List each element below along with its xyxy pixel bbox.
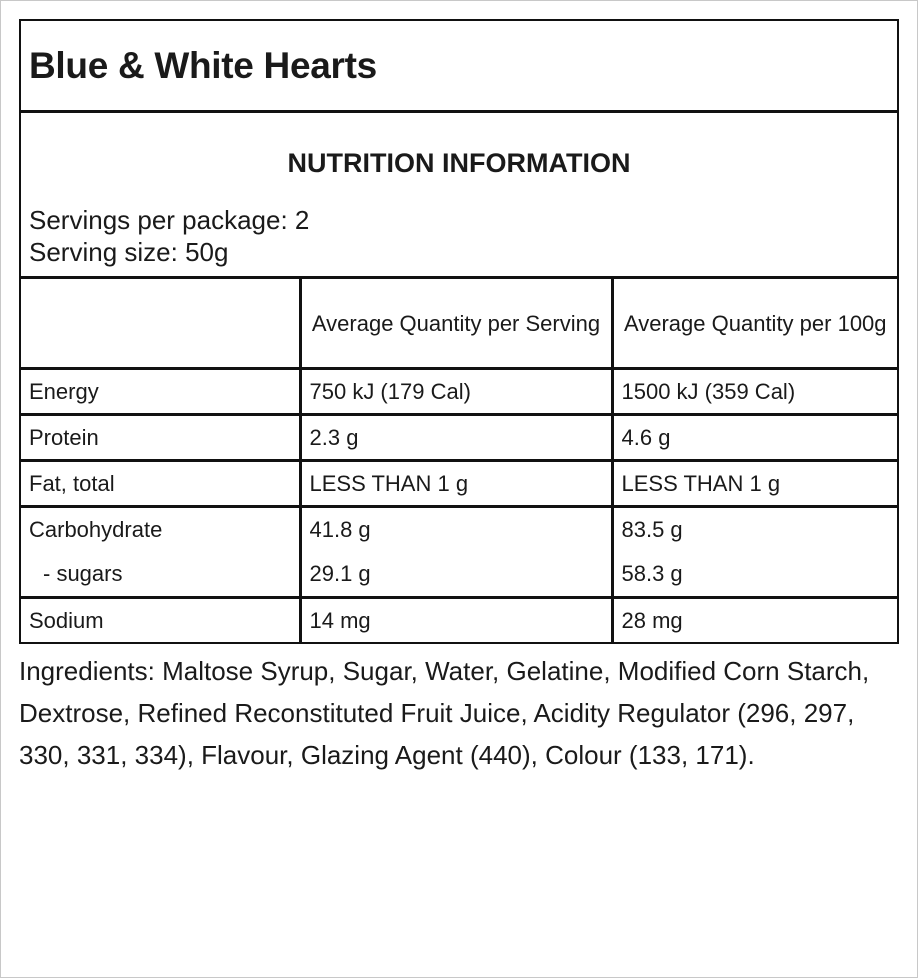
header-label-column [21,279,300,369]
table-row-protein [21,415,897,461]
row-label: Fat, total [21,461,300,507]
row-per-serving: LESS THAN 1 g [300,461,612,507]
header-per-serving: Average Quantity per Serving [300,279,612,369]
row-per-serving: 2.3 g [300,415,612,461]
row-per-serving: 41.8 g [309,517,371,542]
row-per-100g: 4.6 g [612,415,897,461]
row-per-serving: 750 kJ (179 Cal) [300,369,612,415]
row-per-100g-cell [612,507,897,598]
table-row-energy [21,369,897,415]
table-row-carbohydrate [21,507,897,598]
nutrition-info-block [21,113,897,279]
row-per-100g: 83.5 g [621,517,683,542]
row-sub-per-serving: 29.1 g [309,561,371,586]
table-header-row [21,279,897,369]
row-label: Carbohydrate [29,517,163,542]
row-per-100g: 1500 kJ (359 Cal) [612,369,897,415]
nutrition-panel [19,19,899,644]
nutrition-table [21,279,897,642]
serving-size: Serving size: 50g [29,237,229,267]
table-row-sodium [21,598,897,643]
row-per-serving: 14 mg [300,598,612,643]
nutrition-heading: NUTRITION INFORMATION [287,148,631,178]
row-per-100g: 28 mg [612,598,897,643]
product-title: Blue & White Hearts [21,21,897,113]
row-sub-label: - sugars [43,561,123,586]
row-per-100g: LESS THAN 1 g [612,461,897,507]
header-per-100g: Average Quantity per 100g [612,279,897,369]
row-label-cell [21,507,300,598]
servings-per-package: Servings per package: 2 [29,205,310,235]
row-label: Sodium [21,598,300,643]
row-per-serving-cell [300,507,612,598]
row-sub-per-100g: 58.3 g [621,561,683,586]
row-label: Energy [21,369,300,415]
ingredients-text: Ingredients: Maltose Syrup, Sugar, Water, Gelatine, Modified Corn Starch, Dextrose, Refined Reconstituted Fruit Juice, Acidity Regulator (296, 297, 330, 331, 334), Flavour, Glazing Agent (440), Colour (133, 171). [19,656,870,770]
table-row-fat [21,461,897,507]
row-label: Protein [21,415,300,461]
